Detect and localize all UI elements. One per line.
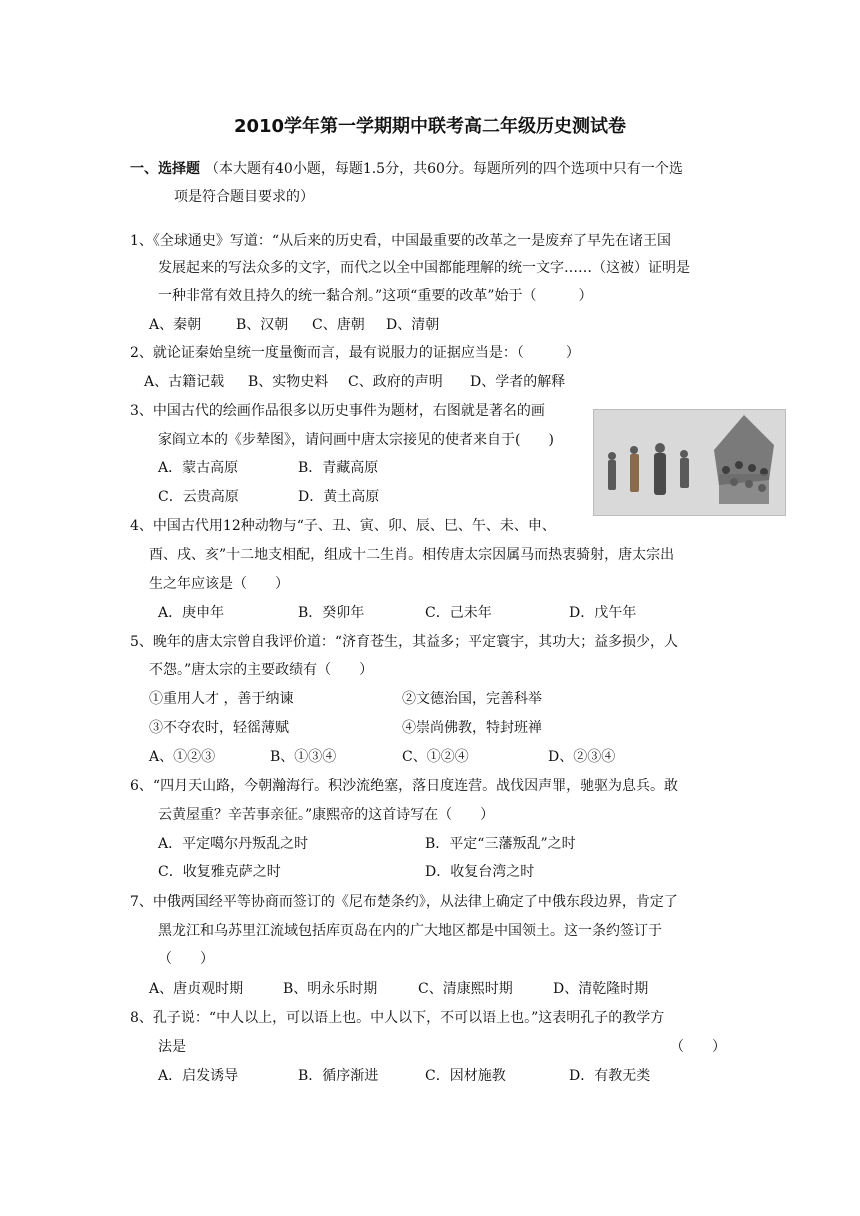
question-6-option-c: C．收复雅克萨之时 (158, 864, 281, 880)
question-1-line-2: 发展起来的写法众多的文字，而代之以全中国都能理解的统一文字……（这被）证明是 (158, 260, 690, 276)
question-4-line-1: 4、中国古代用12种动物与“子、丑、寅、卯、辰、巳、午、未、申、 (130, 518, 556, 534)
question-7-option-d: D、清乾隆时期 (553, 981, 649, 997)
question-3-option-b: B．青藏高原 (298, 460, 379, 476)
question-2-option-a: A、古籍记载 (144, 374, 225, 390)
section-instructions-line1: （本大题有40小题，每题1.5分，共60分。每题所列的四个选项中只有一个选 (205, 161, 683, 177)
question-5-option-d: D、②③④ (548, 749, 616, 765)
question-5-option-b: B、①③④ (270, 749, 337, 765)
question-2-option-b: B、实物史料 (248, 374, 329, 390)
painting-figures (594, 410, 785, 515)
question-7-option-b: B、明永乐时期 (283, 981, 378, 997)
question-5-line-1: 5、晚年的唐太宗曾自我评价道：“济育苍生，其益多；平定寰宇，其功大；益多损少，人 (130, 634, 679, 650)
question-1-option-a: A、秦朝 (149, 317, 202, 333)
question-4-line-3: 生之年应该是（ ） (149, 576, 289, 592)
page-title: 2010学年第一学期期中联考高二年级历史测试卷 (233, 116, 627, 137)
question-5-item-1: ①重用人才 ，善于纳谏 (149, 691, 294, 707)
question-1-option-c: C、唐朝 (312, 317, 365, 333)
question-8-option-c: C．因材施教 (425, 1068, 506, 1084)
question-5-option-a: A、①②③ (149, 749, 216, 765)
question-3-option-d: D．黄土高原 (298, 489, 380, 505)
question-7-line-3: （ ） (158, 951, 214, 967)
question-7-line-1: 7、中俄两国经平等协商而签订的《尼布楚条约》，从法律上确定了中俄东段边界，肯定了 (130, 894, 678, 910)
question-7-line-2: 黑龙江和乌苏里江流域包括库页岛在内的广大地区都是中国领土。这一条约签订于 (158, 923, 662, 939)
question-3-line-2: 家阎立本的《步辇图》，请问画中唐太宗接见的使者来自于( ) (158, 432, 554, 448)
question-5-option-c: C、①②④ (402, 749, 469, 765)
question-7-option-a: A、唐贞观时期 (149, 981, 244, 997)
question-8-option-a: A．启发诱导 (158, 1068, 239, 1084)
question-5-item-3: ③不夺农时，轻徭薄赋 (149, 720, 289, 736)
question-6-line-1: 6、“四月天山路，今朝瀚海行。积沙流绝塞，落日度连营。战伐因声罪，驰驱为息兵。敢 (130, 778, 679, 794)
section-instructions-line2: 项是符合题目要求的） (174, 189, 314, 205)
question-7-option-c: C、清康熙时期 (418, 981, 513, 997)
section-heading: 一、选择题 (130, 161, 200, 177)
question-5-item-2: ②文德治国，完善科举 (402, 691, 542, 707)
question-4-option-c: C．己未年 (425, 605, 492, 621)
question-6-line-2: 云黄屋重？辛苦事亲征。”康熙帝的这首诗写在（ ） (158, 807, 495, 823)
question-1-line-1: 1、《全球通史》写道：“从后来的历史看，中国最重要的改革之一是废弃了早先在诸王国 (130, 233, 672, 249)
question-5-line-2: 不怨。”唐太宗的主要政绩有（ ） (149, 662, 374, 678)
question-3-option-a: A．蒙古高原 (158, 460, 239, 476)
question-1-line-3: 一种非常有效且持久的统一黏合剂。”这项“重要的改革”始于（ ） (158, 288, 593, 304)
question-5-item-4: ④崇尚佛教，特封班禅 (402, 720, 542, 736)
question-8-line-2: 法是 (158, 1039, 186, 1055)
question-3-option-c: C．云贵高原 (158, 489, 239, 505)
question-2-option-d: D、学者的解释 (470, 374, 566, 390)
question-3-line-1: 3、中国古代的绘画作品很多以历史事件为题材，右图就是著名的画 (130, 403, 545, 419)
question-8-option-b: B．循序渐进 (298, 1068, 379, 1084)
question-2-line-1: 2、就论证秦始皇统一度量衡而言，最有说服力的证据应当是：（ ） (130, 345, 580, 361)
question-4-option-b: B．癸卯年 (298, 605, 365, 621)
question-6-option-a: A．平定噶尔丹叛乱之时 (158, 836, 309, 852)
question-4-option-d: D．戊午年 (569, 605, 637, 621)
question-8-option-d: D．有教无类 (569, 1068, 651, 1084)
question-4-option-a: A．庚申年 (158, 605, 225, 621)
question-6-option-d: D．收复台湾之时 (425, 864, 535, 880)
bunian-tu-painting-image (593, 409, 786, 516)
question-1-option-d: D、清朝 (386, 317, 440, 333)
question-6-option-b: B．平定“三藩叛乱”之时 (425, 836, 576, 852)
question-8-answer-paren: （ ） (670, 1039, 726, 1055)
question-8-line-1: 8、孔子说：“中人以上，可以语上也。中人以下，不可以语上也。”这表明孔子的教学方 (130, 1010, 665, 1026)
question-2-option-c: C、政府的声明 (348, 374, 443, 390)
question-4-line-2: 酉、戌、亥”十二地支相配，组成十二生肖。相传唐太宗因属马而热衷骑射，唐太宗出 (149, 547, 675, 563)
question-1-option-b: B、汉朝 (236, 317, 289, 333)
